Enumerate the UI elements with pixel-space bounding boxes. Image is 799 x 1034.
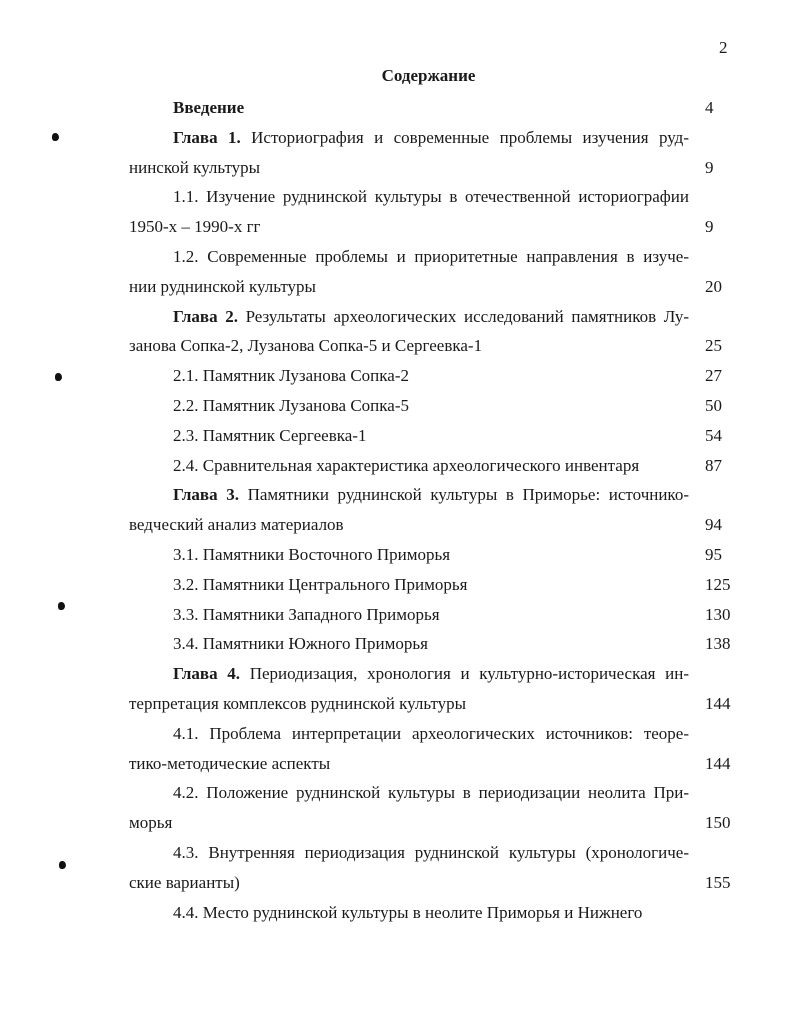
toc-page-number: 25 bbox=[705, 336, 722, 355]
toc-line bbox=[129, 307, 689, 327]
toc-page-number: 155 bbox=[705, 873, 731, 892]
toc-line bbox=[129, 187, 689, 207]
toc-line bbox=[129, 277, 689, 297]
toc-line-text: Историография и современные проблемы изучения руд- bbox=[240, 128, 689, 147]
toc-line-text: 1.2. Современные проблемы и приоритетные направления в изуче- bbox=[173, 247, 689, 266]
toc-line-text: Результаты археологических исследований памятников Лу- bbox=[237, 307, 689, 326]
toc-page-number: 125 bbox=[705, 575, 731, 594]
toc-line-text: 2.1. Памятник Лузанова Сопка-2 bbox=[173, 366, 409, 385]
toc-line-text: Памятники руднинской культуры в Приморье: источнико- bbox=[238, 485, 689, 504]
toc-page-number: 138 bbox=[705, 634, 731, 653]
toc-page-number: 144 bbox=[705, 754, 731, 773]
toc-page-number: 20 bbox=[705, 277, 722, 296]
toc-line-text: тико-методические аспекты bbox=[129, 754, 331, 773]
toc-line bbox=[129, 485, 689, 505]
toc-page-number: 9 bbox=[705, 158, 714, 177]
toc-line bbox=[129, 605, 689, 625]
toc-page-number: 130 bbox=[705, 605, 731, 624]
toc-line-text: Периодизация, хронология и культурно-историческая ин- bbox=[240, 664, 689, 683]
toc-line-text: 3.4. Памятники Южного Приморья bbox=[173, 634, 428, 653]
chapter-label: Глава 4. bbox=[173, 664, 241, 683]
toc-line-text: морья bbox=[129, 813, 173, 832]
toc-line-text: нии руднинской культуры bbox=[129, 277, 316, 296]
toc-line bbox=[129, 336, 689, 356]
toc-line-text: 3.2. Памятники Центрального Приморья bbox=[173, 575, 468, 594]
toc-line-text: 4.4. Место руднинской культуры в неолите Приморья и Нижнего bbox=[173, 903, 643, 922]
toc-page-number: 4 bbox=[705, 98, 714, 117]
toc-page-number: 95 bbox=[705, 545, 722, 564]
toc-page-number: 94 bbox=[705, 515, 722, 534]
toc-line bbox=[129, 515, 689, 535]
toc-line bbox=[129, 545, 689, 565]
toc-page-number: 9 bbox=[705, 217, 714, 236]
chapter-label: Введение bbox=[173, 98, 245, 117]
toc-line-text: 4.3. Внутренняя периодизация руднинской культуры (хронологиче- bbox=[173, 843, 689, 862]
toc-line bbox=[129, 158, 689, 178]
scan-mark bbox=[55, 373, 62, 381]
toc-line bbox=[129, 903, 689, 923]
toc-page-number: 87 bbox=[705, 456, 722, 475]
toc-line-text: занова Сопка-2, Лузанова Сопка-5 и Сергеевка-1 bbox=[129, 336, 483, 355]
toc-line-text: 1.1. Изучение руднинской культуры в отечественной историографии bbox=[173, 187, 689, 206]
toc-line bbox=[129, 98, 689, 118]
toc-line bbox=[129, 575, 689, 595]
chapter-label: Глава 3. bbox=[173, 485, 239, 504]
toc-line-text: ские варианты) bbox=[129, 873, 240, 892]
page-number: 2 bbox=[719, 38, 728, 57]
toc-line bbox=[129, 634, 689, 654]
toc-line bbox=[129, 754, 689, 774]
toc-line-text: 4.1. Проблема интерпретации археологических источников: теоре- bbox=[173, 724, 689, 743]
toc-line-text: терпретация комплексов руднинской культуры bbox=[129, 694, 467, 713]
scan-mark bbox=[52, 133, 59, 141]
toc-line-text: 1950-х – 1990-х гг bbox=[129, 217, 261, 236]
toc-line-text: 3.1. Памятники Восточного Приморья bbox=[173, 545, 451, 564]
toc-line-text: нинской культуры bbox=[129, 158, 261, 177]
toc-line-text: 2.4. Сравнительная характеристика археологического инвентаря bbox=[173, 456, 640, 475]
toc-line bbox=[129, 694, 689, 714]
toc-page-number: 150 bbox=[705, 813, 731, 832]
toc-line bbox=[129, 843, 689, 863]
toc-line bbox=[129, 724, 689, 744]
chapter-label: Глава 1. bbox=[173, 128, 241, 147]
toc-page-number: 144 bbox=[705, 694, 731, 713]
toc-page-number: 54 bbox=[705, 426, 722, 445]
toc-line bbox=[129, 813, 689, 833]
scan-mark bbox=[58, 602, 65, 610]
toc-line-text: 2.2. Памятник Лузанова Сопка-5 bbox=[173, 396, 409, 415]
toc-line bbox=[129, 426, 689, 446]
toc-line bbox=[129, 366, 689, 386]
toc-line-text: 2.3. Памятник Сергеевка-1 bbox=[173, 426, 367, 445]
toc-line bbox=[129, 873, 689, 893]
toc-page-number: 27 bbox=[705, 366, 722, 385]
toc-line bbox=[129, 456, 689, 476]
toc-line bbox=[129, 217, 689, 237]
chapter-label: Глава 2. bbox=[173, 307, 238, 326]
toc-line-text: 3.3. Памятники Западного Приморья bbox=[173, 605, 440, 624]
toc-line bbox=[129, 664, 689, 684]
toc-line bbox=[129, 396, 689, 416]
toc-line bbox=[129, 128, 689, 148]
toc-line bbox=[129, 247, 689, 267]
toc-line bbox=[129, 783, 689, 803]
toc-page-number: 50 bbox=[705, 396, 722, 415]
toc-line-text: ведческий анализ материалов bbox=[129, 515, 344, 534]
toc-line-text: 4.2. Положение руднинской культуры в периодизации неолита При- bbox=[173, 783, 689, 802]
page-title: Содержание bbox=[381, 66, 476, 85]
scan-mark bbox=[59, 861, 66, 869]
